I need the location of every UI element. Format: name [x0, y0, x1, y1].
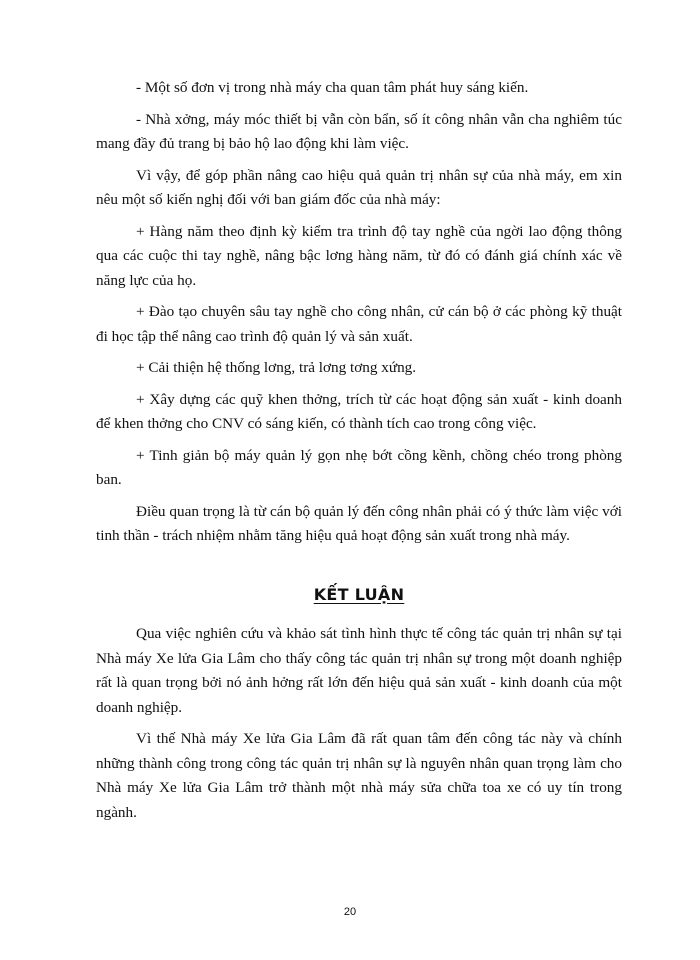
paragraph-workshop-issue: - Nhà xởng, máy móc thiết bị vẫn còn bẩn, số ít công nhân vẫn cha nghiêm túc mang đầy đủ trang bị bảo hộ lao động khi làm việc. [96, 110, 622, 152]
paragraph-recommendation-streamline: + Tinh giản bộ máy quản lý gọn nhẹ bớt cồng kềnh, chồng chéo trong phòng ban. [96, 446, 622, 488]
paragraph-recommendation-skills: + Hàng năm theo định kỳ kiểm tra trình độ tay nghề của ngời lao động thông qua các cuộc thi tay nghề, nâng bậc lơng hàng năm, từ đó có đánh giá chính xác về năng lực của họ. [96, 222, 622, 289]
paragraph-recommendation-training: + Đào tạo chuyên sâu tay nghề cho công nhân, cử cán bộ ở các phòng kỹ thuật đi học tập thể nâng cao trình độ quản lý và sản xuất. [96, 303, 622, 345]
conclusion-heading-wrap [96, 583, 622, 609]
paragraph-recommendation-intro: Vì vậy, để góp phần nâng cao hiệu quả quản trị nhân sự của nhà máy, em xin nêu một số kiến nghị đối với ban giám đốc của nhà máy: [96, 166, 622, 208]
paragraph-conclusion-study: Qua việc nghiên cứu và khảo sát tình hình thực tế công tác quản trị nhân sự tại Nhà máy Xe lửa Gia Lâm cho thấy công tác quản trị nhân sự trong một doanh nghiệp rất là quan trọng bởi nó ảnh hởng rất lớn đến hiệu quả sản xuất - kinh doanh của một doanh nghiệp. [96, 625, 622, 716]
paragraph-conclusion-result: Vì thế Nhà máy Xe lửa Gia Lâm đã rất quan tâm đến công tác này và chính những thành công trong công tác quản trị nhân sự là nguyên nhân quan trọng làm cho Nhà máy Xe lửa Gia Lâm trở thành một nhà máy sửa chữa toa xe có uy tín trong ngành. [96, 730, 622, 821]
paragraph-recommendation-salary: + Cải thiện hệ thống lơng, trả lơng tơng xứng. [136, 359, 417, 376]
paragraph-unit-issue: - Một số đơn vị trong nhà máy cha quan tâm phát huy sáng kiến. [136, 79, 529, 96]
paragraph-recommendation-rewards: + Xây dựng các quỹ khen thởng, trích từ các hoạt động sản xuất - kinh doanh để khen thởng cho CNV có sáng kiến, có thành tích cao trong công việc. [96, 390, 622, 432]
page-content [96, 76, 622, 832]
conclusion-heading: KẾT LUẬN [313, 584, 405, 604]
page-number: 20 [343, 906, 357, 918]
paragraph-importance: Điều quan trọng là từ cán bộ quản lý đến công nhân phải có ý thức làm việc với tinh thần - trách nhiệm nhằm tăng hiệu quả hoạt động sản xuất trong nhà máy. [96, 502, 622, 544]
